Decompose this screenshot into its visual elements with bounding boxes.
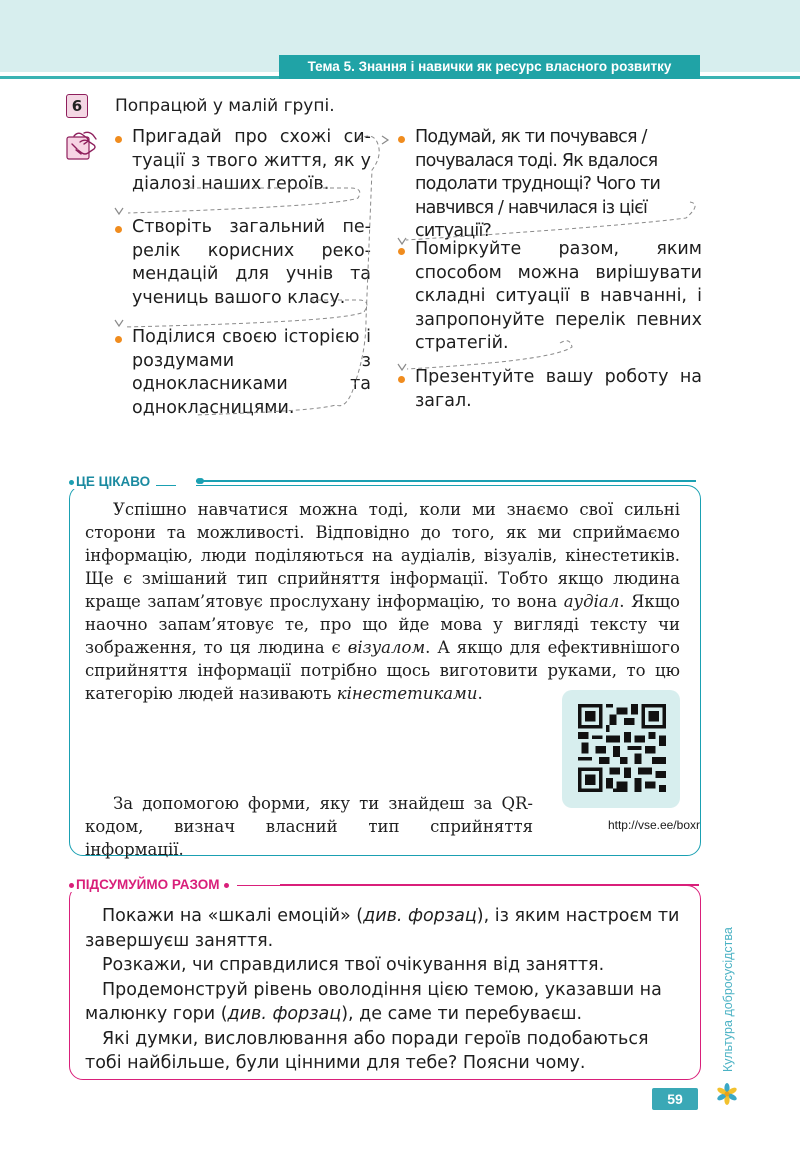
summary-paragraph: Продемонструй рівень оволодіння цією темою, указавши на малюнку гори (див. форзац), де саме ти перебуваєш. [85, 979, 662, 1024]
dot-icon [224, 883, 229, 888]
interesting-label: ЦЕ ЦІКАВО [66, 474, 156, 489]
task-number: 6 [66, 94, 88, 118]
label-rule [196, 480, 696, 482]
page-number: 59 [652, 1088, 698, 1110]
term-audial: аудіал [563, 592, 620, 611]
label-gap [176, 474, 196, 488]
term-visual: візуалом [347, 638, 426, 657]
summary-text [85, 904, 683, 1076]
dot-icon [69, 883, 74, 888]
list-item: Презентуйте вашу роботу на загал. [398, 366, 702, 413]
summary-paragraph: Які думки, висловлювання або поради героїв подобаються тобі найбільше, були цінними для тебе? Поясни чому. [85, 1028, 649, 1073]
interesting-paragraph: Успішно навчатися можна тоді, коли ми знаємо свої сильні сторони та можливості. Відповідно до того, як ми сприймаємо інформацію, люди поділяються на аудіалів, візуалів, кінестетиків. Ще є змішаний тип сприйняття інформації. Тобто якщо людина краще запам’ятовує прослухану інформацію, то вона аудіал. Якщо наочно запам’ятовує те, про що йде мова у вигляді тексту чи зображення, то ця людина є візуалом. А якщо для ефективнішого сприйняття інформації потрібно щось виготовити руками, то цю категорію людей називають кінестетиками. [85, 500, 680, 703]
dot-icon [198, 478, 204, 484]
dashed-connectors [0, 0, 800, 460]
side-caption: Культура добросусідства [721, 927, 735, 1072]
task-title: Попрацюй у малій групі. [115, 96, 335, 116]
topic-header: Тема 5. Знання і навички як ресурс власного розвитку [279, 55, 700, 79]
summary-paragraph: Покажи на «шкалі емоцій» (див. форзац), із яким настроєм ти завершуєш заняття. [85, 906, 680, 951]
summary-paragraph: Розкажи, чи справдилися твої очікування від заняття. [102, 955, 605, 975]
label-rule [280, 884, 699, 886]
summary-label: ПІДСУМУЙМО РАЗОМ [66, 877, 237, 892]
term-kinesthetic: кінестетиками [336, 684, 478, 703]
qr-url[interactable]: http://vse.ee/boxr [607, 818, 700, 832]
list-item: Створіть загальний пе-релік корисних реко-мендацій для учнів та учениць вашого класу. [115, 216, 371, 310]
list-item: Пригадай про схожі си-туації з твого життя, як у діалозі наших героїв. [115, 126, 371, 196]
interesting-qr-paragraph: За допомогою форми, яку ти знайдеш за QR-кодом, визнач власний тип сприйняття інформації. [85, 794, 533, 859]
list-item: Поміркуйте разом, яким способом можна вирішувати складні ситуації в навчанні, і запропонуйте перелік певних стратегій. [398, 238, 702, 356]
qr-code[interactable] [578, 704, 666, 792]
dot-icon [69, 480, 74, 485]
list-item: Подумай, як ти почувався / почувалася тоді. Як вдалося подолати труднощі? Чого ти навчився / навчилася із цієї ситуації? [398, 126, 702, 220]
flower-icon [716, 1083, 738, 1105]
qr-code-panel [562, 690, 680, 808]
list-item: Поділися своєю історією і роздумами з однокласниками та однокласницями. [115, 326, 371, 420]
